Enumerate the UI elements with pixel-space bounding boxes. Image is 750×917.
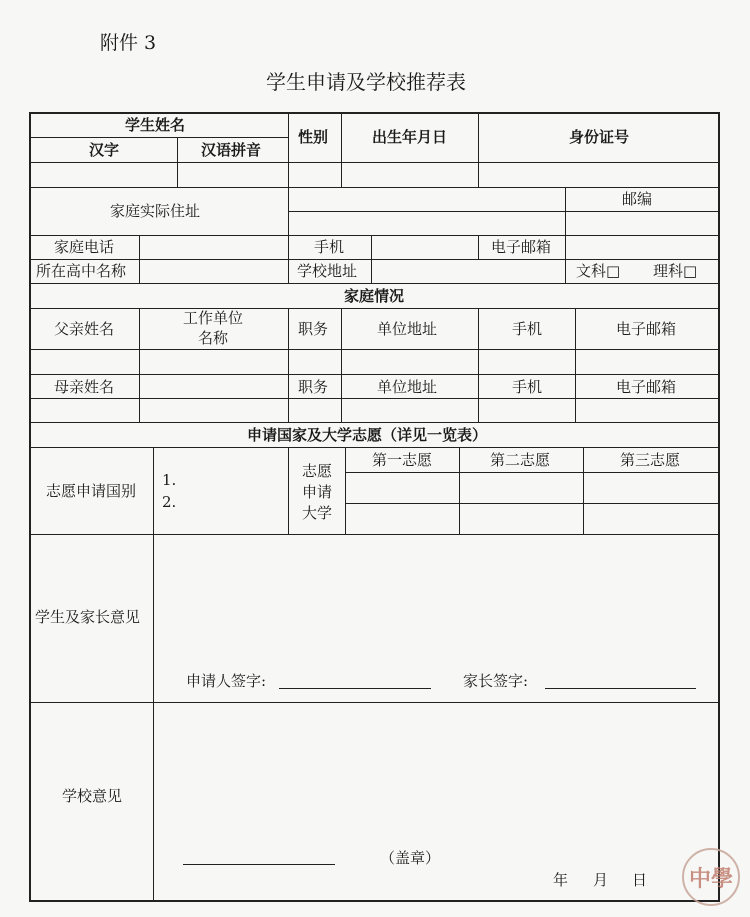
hanzi-label: 汉字 [89, 141, 120, 159]
country-item-2[interactable]: 2. [162, 493, 177, 511]
mother-mobile-label: 手机 [512, 378, 543, 396]
work-unit-label-line1: 工作单位 [183, 309, 244, 327]
table-border-left [29, 112, 31, 900]
father-unit-address-label: 单位地址 [377, 320, 438, 338]
mother-unit-address-label: 单位地址 [377, 378, 438, 396]
mother-name-label: 母亲姓名 [54, 378, 115, 396]
pinyin-label: 汉语拼音 [201, 141, 262, 159]
table-border-right [718, 112, 720, 900]
mobile-field[interactable] [373, 236, 477, 258]
father-email-label: 电子邮箱 [616, 320, 677, 338]
applicant-signature-line[interactable] [279, 688, 431, 689]
university-label-3: 大学 [302, 504, 333, 522]
mother-name-field[interactable] [31, 399, 138, 421]
father-position-label: 职务 [298, 320, 329, 338]
mother-email-label: 电子邮箱 [616, 378, 677, 396]
school-address-label: 学校地址 [297, 262, 358, 280]
father-name-label: 父亲姓名 [54, 320, 115, 338]
country-label: 志愿申请国别 [46, 482, 137, 500]
school-name-field[interactable] [141, 260, 287, 282]
stamp-label: （盖章） [380, 849, 441, 867]
university-label-1: 志愿 [302, 462, 333, 480]
father-mobile-label: 手机 [512, 320, 543, 338]
parent-signature-line[interactable] [545, 688, 696, 689]
school-address-field[interactable] [373, 260, 564, 282]
home-address-field[interactable] [290, 188, 564, 234]
school-opinion-label: 学校意见 [62, 787, 123, 805]
postcode-field[interactable] [567, 212, 717, 234]
mother-work-unit-field[interactable] [141, 399, 287, 421]
arts-checkbox[interactable]: 文科□ [576, 262, 621, 280]
year-label: 年 [553, 871, 569, 889]
month-label: 月 [593, 871, 609, 889]
table-border-top [29, 112, 720, 114]
gender-label: 性别 [298, 128, 329, 146]
email-field[interactable] [567, 236, 717, 258]
university-label-2: 申请 [302, 483, 333, 501]
science-checkbox[interactable]: 理科□ [653, 262, 698, 280]
work-unit-label-line2: 名称 [198, 329, 229, 347]
mother-position-label: 职务 [298, 378, 329, 396]
school-name-label: 所在高中名称 [36, 262, 127, 280]
home-phone-field[interactable] [141, 236, 287, 258]
application-section-title: 申请国家及大学志愿（详见一览表） [247, 426, 488, 444]
hanzi-field[interactable] [31, 163, 176, 186]
country-item-1[interactable]: 1. [162, 471, 177, 489]
family-section-title: 家庭情况 [344, 287, 405, 305]
gender-field[interactable] [290, 163, 340, 186]
birth-date-label: 出生年月日 [372, 128, 448, 146]
birth-date-field[interactable] [343, 163, 477, 186]
mobile-label: 手机 [314, 238, 345, 256]
school-seal-icon: 中學 [682, 848, 740, 906]
school-stamp-line[interactable] [183, 864, 335, 865]
attachment-label: 附件 3 [100, 32, 157, 54]
second-choice-label: 第二志愿 [490, 451, 551, 469]
id-number-label: 身份证号 [569, 128, 630, 146]
third-choice-label: 第三志愿 [620, 451, 681, 469]
email-label: 电子邮箱 [491, 238, 552, 256]
postcode-label: 邮编 [622, 190, 653, 208]
day-label: 日 [632, 871, 648, 889]
student-name-label: 学生姓名 [125, 116, 186, 134]
parent-signature-label: 家长签字: [463, 672, 529, 690]
applicant-signature-label: 申请人签字: [186, 672, 267, 690]
home-address-label: 家庭实际住址 [110, 202, 201, 220]
first-choice-label: 第一志愿 [372, 451, 433, 469]
form-title: 学生申请及学校推荐表 [266, 70, 466, 94]
table-border-bottom [29, 900, 720, 902]
father-name-field[interactable] [31, 350, 138, 373]
student-parent-opinion-label: 学生及家长意见 [35, 608, 141, 626]
pinyin-field[interactable] [179, 163, 287, 186]
father-work-unit-field[interactable] [141, 350, 287, 373]
id-number-field[interactable] [480, 163, 717, 186]
home-phone-label: 家庭电话 [54, 238, 115, 256]
